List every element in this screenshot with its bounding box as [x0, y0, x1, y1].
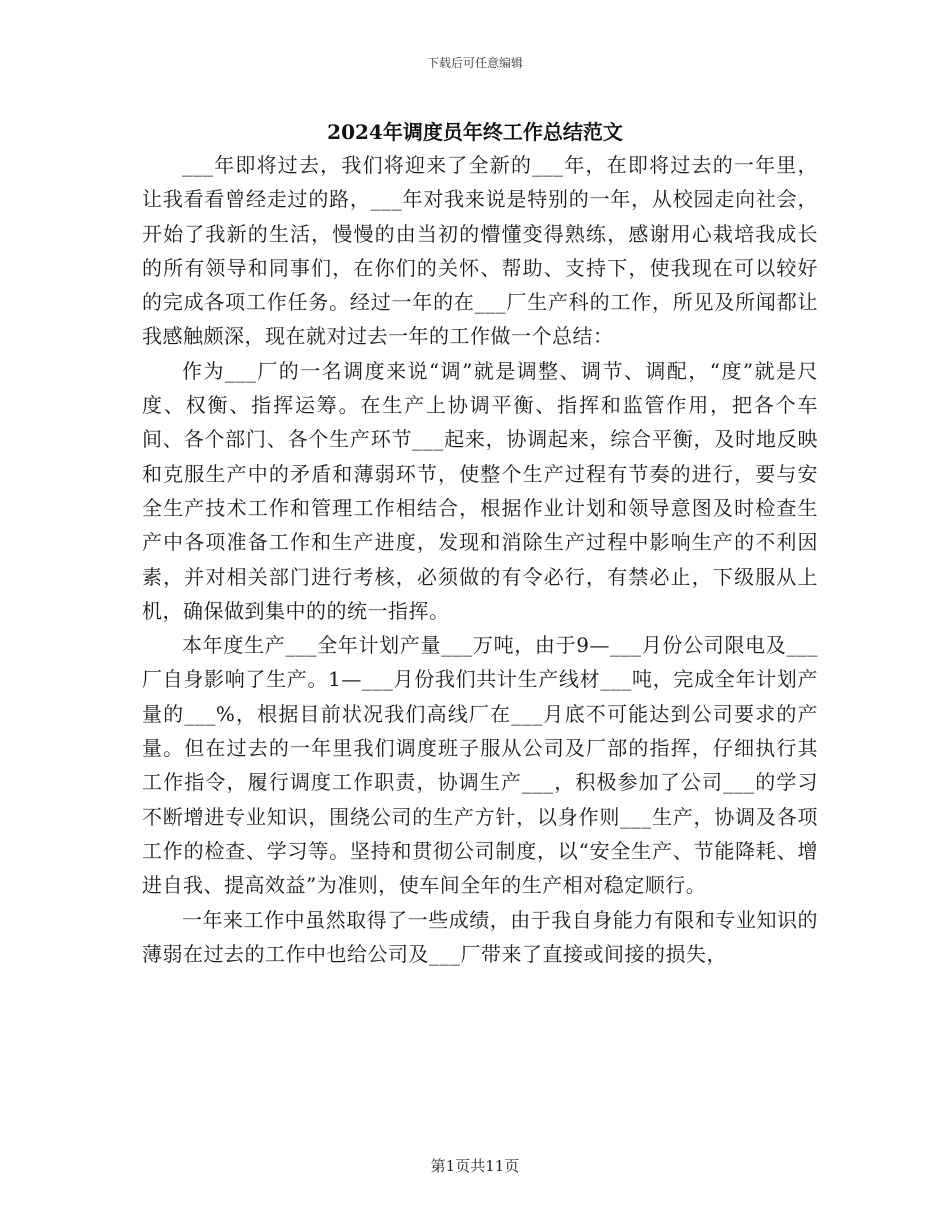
paragraph-4: 一年来工作中虽然取得了一些成绩，由于我自身能力有限和专业知识的薄弱在过去的工作中也给公司及___厂带来了直接或间接的损失， — [142, 907, 818, 966]
page-number-footer: 第1页共11页 — [430, 1157, 520, 1175]
page-header-note: 下载后可任意编辑 — [426, 56, 523, 70]
document-title: 2024年调度员年终工作总结范文 — [327, 120, 623, 144]
document-body — [142, 148, 818, 971]
paragraph-2: 作为___厂的一名调度来说“调”就是调整、调节、调配，“度”就是尺度、权衡、指挥运筹。在生产上协调平衡、指挥和监管作用，把各个车间、各个部门、各个生产环节___起来，协调起来，综合平衡，及时地反映和克服生产中的矛盾和薄弱环节，使整个生产过程有节奏的进行，要与安全生产技术工作和管理工作相结合，根据作业计划和领导意图及时检查生产中各项准备工作和生产进度，发现和消除生产过程中影响生产的不利因素，并对相关部门进行考核，必须做的有令必行，有禁必止，下级服从上机，确保做到集中的的统一指挥。 — [142, 358, 818, 623]
paragraph-1: ___年即将过去，我们将迎来了全新的___年，在即将过去的一年里，让我看看曾经走过的路，___年对我来说是特别的一年，从校园走向社会，开始了我新的生活，慢慢的由当初的懵懂变得熟练，感谢用心栽培我成长的所有领导和同事们，在你们的关怀、帮助、支持下，使我现在可以较好的完成各项工作任务。经过一年的在___厂生产科的工作，所见及所闻都让我感触颇深，现在就对过去一年的工作做一个总结： — [142, 153, 818, 349]
paragraph-3: 本年度生产___全年计划产量___万吨，由于9—___月份公司限电及___厂自身影响了生产。1—___月份我们共计生产线材___吨，完成全年计划产量的___%，根据目前状况我们高线厂在___月底不可能达到公司要求的产量。但在过去的一年里我们调度班子服从公司及厂部的指挥，仔细执行其工作指令，履行调度工作职责，协调生产___，积极参加了公司___的学习不断增进专业知识，围绕公司的生产方针，以身作则___生产，协调及各项工作的检查、学习等。坚持和贯彻公司制度，以“安全生产、节能降耗、增进自我、提高效益”为准则，使车间全年的生产相对稳定顺行。 — [142, 633, 818, 898]
